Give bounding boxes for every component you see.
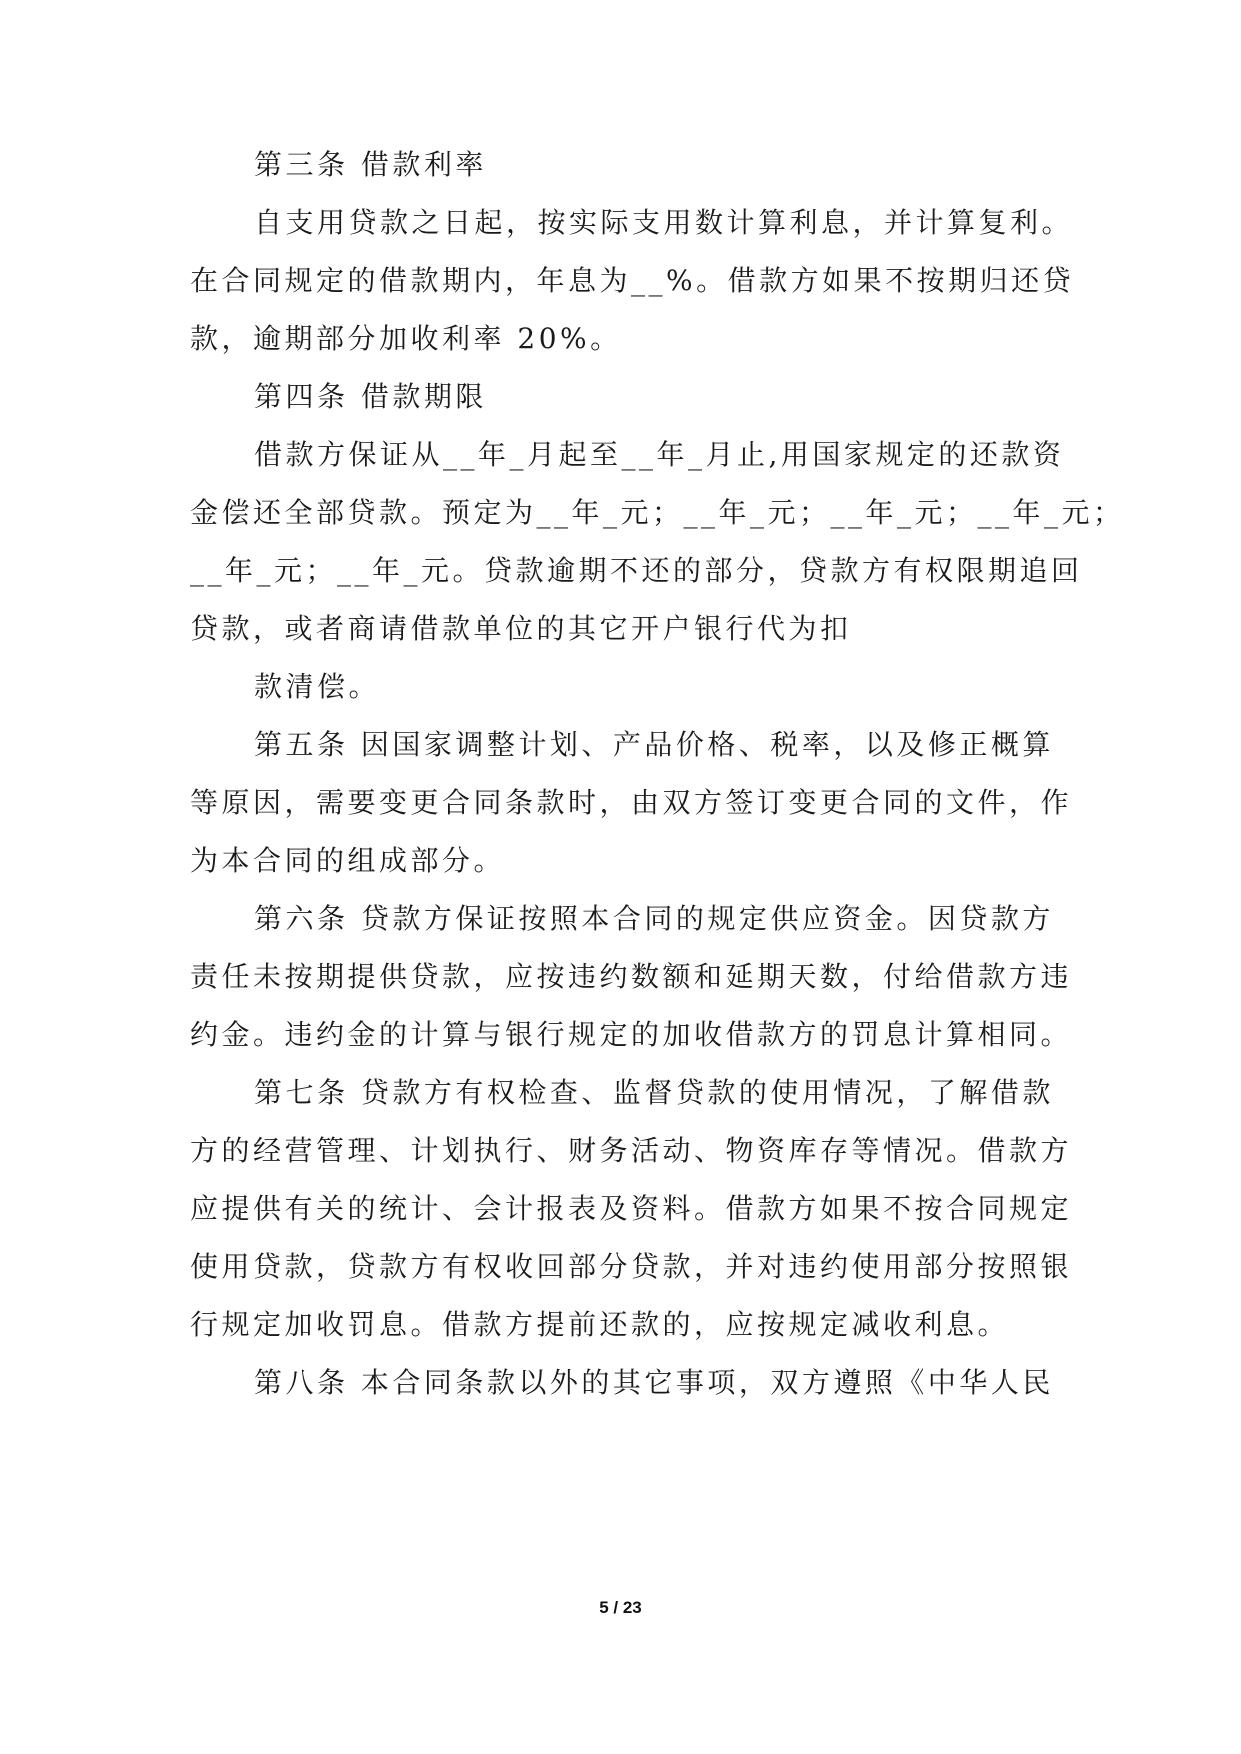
article-5-line: 第五条 因国家调整计划、产品价格、税率，以及修正概算 [254, 728, 1054, 761]
article-3-heading: 第三条 借款利率 [254, 148, 487, 181]
paragraph-line: 方的经营管理、计划执行、财务活动、物资库存等情况。借款方 [190, 1134, 1073, 1167]
paragraph-line: 约金。违约金的计算与银行规定的加收借款方的罚息计算相同。 [190, 1018, 1073, 1051]
paragraph-line: 款清偿。 [254, 670, 381, 703]
paragraph-line: 应提供有关的统计、会计报表及资料。借款方如果不按合同规定 [190, 1192, 1073, 1225]
page-number: 5 / 23 [599, 1598, 642, 1617]
article-8-line: 第八条 本合同条款以外的其它事项，双方遵照《中华人民 [254, 1366, 1054, 1399]
paragraph-line: 款，逾期部分加收利率 20%。 [190, 322, 622, 355]
paragraph-line: 金偿还全部贷款。预定为__年_元；__年_元；__年_元；__年_元； [190, 496, 1125, 529]
paragraph-line: 贷款，或者商请借款单位的其它开户银行代为扣 [190, 612, 852, 645]
paragraph-line: 责任未按期提供贷款，应按违约数额和延期天数，付给借款方违 [190, 960, 1073, 993]
paragraph-line: 在合同规定的借款期内，年息为__%。借款方如果不按期归还贷 [190, 264, 1075, 297]
paragraph-line: __年_元；__年_元。贷款逾期不还的部分，贷款方有权限期追回 [190, 554, 1083, 587]
article-7-line: 第七条 贷款方有权检查、监督贷款的使用情况，了解借款 [254, 1076, 1054, 1109]
paragraph-line: 借款方保证从__年_月起至__年_月止,用国家规定的还款资 [254, 438, 1065, 471]
article-4-heading: 第四条 借款期限 [254, 380, 487, 413]
paragraph-line: 自支用贷款之日起，按实际支用数计算利息，并计算复利。 [254, 206, 1074, 239]
paragraph-line: 等原因，需要变更合同条款时，由双方签订变更合同的文件，作 [190, 786, 1073, 819]
paragraph-line: 行规定加收罚息。借款方提前还款的，应按规定减收利息。 [190, 1308, 1010, 1341]
paragraph-line: 使用贷款，贷款方有权收回部分贷款，并对违约使用部分按照银 [190, 1250, 1073, 1283]
paragraph-line: 为本合同的组成部分。 [190, 844, 506, 877]
article-6-line: 第六条 贷款方保证按照本合同的规定供应资金。因贷款方 [254, 902, 1054, 935]
